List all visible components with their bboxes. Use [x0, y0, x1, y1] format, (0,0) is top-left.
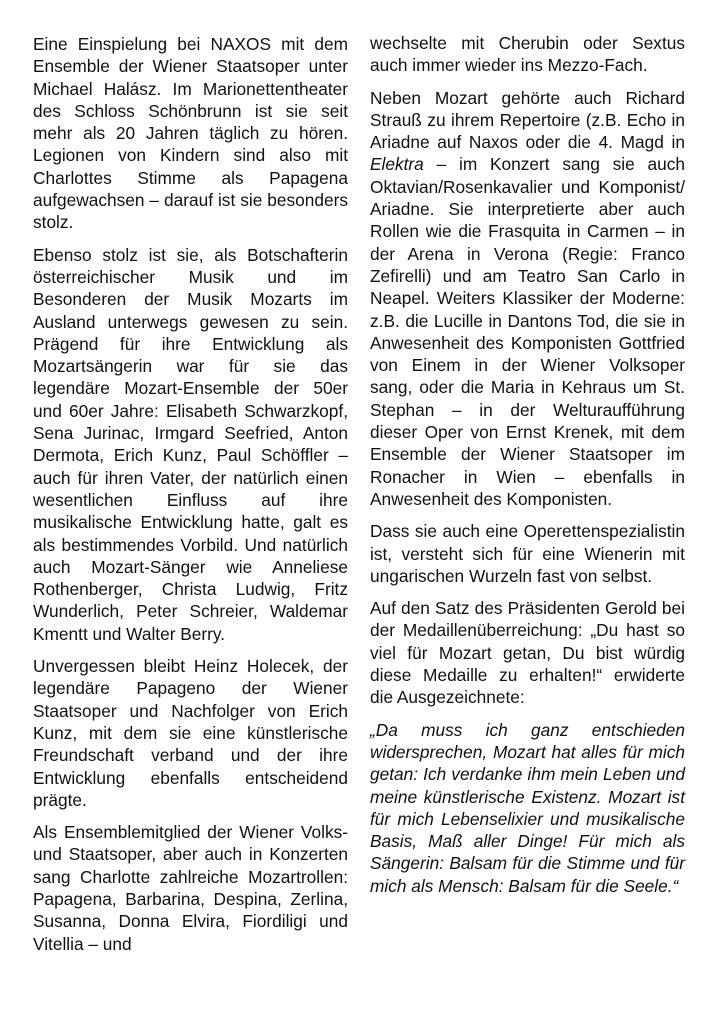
left-column — [33, 33, 348, 965]
paragraph-ensemble-member: Als Ensemblemitglied der Wiener Volks- und Staatsoper, aber auch in Konzerten sang Charlotte zahlreiche Mozartrollen: Papagena, Barbarina, Despina, Zerlina, Susanna, Donna Elvira, Fiordiligi und Vitellia – und — [33, 822, 348, 954]
opera-title-elektra: Elektra — [370, 154, 424, 175]
document-page — [33, 33, 685, 965]
paragraph-ambassador: Ebenso stolz ist sie, als Botschafterin österreichischer Musik und im Besonderen der Musik Mozarts im Ausland unterwegs gewesen zu sein. Prägend für ihre Entwicklung als Mozartsängerin war für sie das legendäre Mozart-Ensemble der 50er und 60er Jahre: Elisabeth Schwarzkopf, Sena Jurinac, Irmgard Seefried, Anton Dermota, Erich Kunz, Paul Schöffler – auch für ihren Vater, der natürlich einen wesentlichen Einfluss auf ihre musikalische Entwicklung hatte, galt es als bestimmendes Vorbild. Und natürlich auch Mozart-Sänger wie Anneliese Rothenberger, Christa Ludwig, Fritz Wunderlich, Peter Schreier, Waldemar Kmentt und Walter Berry. — [33, 244, 348, 644]
paragraph-strauss-repertoire — [370, 87, 685, 511]
paragraph-holecek: Unvergessen bleibt Heinz Holecek, der legendäre Papageno der Wiener Staatsoper und Nachfolger von Erich Kunz, mit dem sie eine künstlerische Freundschaft verband und der ihre Entwicklung ebenfalls entscheidend prägte. — [33, 656, 348, 810]
strauss-text-start: Neben Mozart gehörte auch Richard Strauß zu ihrem Repertoire (z.B. Echo in Ariadne auf Naxos oder die 4. Magd in — [370, 87, 685, 153]
paragraph-medal-ceremony: Auf den Satz des Präsidenten Gerold bei der Medaillenüberreichung: „Du hast so viel für Mozart getan, Du bist würdig diese Medaille zu erhalten!“ erwiderte die Ausgezeichnete: — [370, 598, 685, 708]
paragraph-operetta: Dass sie auch eine Operettenspezialistin ist, versteht sich für eine Wienerin mit ungarischen Wurzeln fast von selbst. — [370, 521, 685, 586]
strauss-text-end: – im Konzert sang sie auch Oktavian/Rosenkavalier und Komponist/ Ariadne. Sie interpretierte aber auch Rollen wie die Frasquita in Carmen – in der Arena in Verona (Regie: Franco Zefirelli) und am Teatro San Carlo in Neapel. Weiters Klassiker der Moderne: z.B. die Lucille in Dantons Tod, die sie in Anwesenheit des Komponisten Gottfried von Einem in der Wiener Volksoper sang, oder die Maria in Kehraus um St. Stephan – in der Welturaufführung dieser Oper von Ernst Krenek, mit dem Ensemble der Wiener Staatsoper im Ronacher in Wien – ebenfalls in Anwesenheit des Komponisten. — [370, 154, 685, 509]
quote-reply: „Da muss ich ganz entschieden widersprechen, Mozart hat alles für mich getan: Ich verdanke ihm mein Leben und meine künstlerische Existenz. Mozart ist für mich Lebenselixier und musikalische Basis, Maß aller Dinge! Für mich als Sängerin: Balsam für die Stimme und für mich als Mensch: Balsam für die Seele.“ — [370, 719, 685, 896]
right-column — [370, 32, 685, 965]
paragraph-naxos-recording: Eine Einspielung bei NAXOS mit dem Ensemble der Wiener Staatsoper unter Michael Halász. Im Marionettentheater des Schloss Schönbrunn ist sie seit mehr als 20 Jahren täglich zu hören. Legionen von Kindern sind also mit Charlottes Stimme als Papagena aufgewachsen – darauf ist sie besonders stolz. — [33, 34, 348, 233]
paragraph-mezzo-fach: wechselte mit Cherubin oder Sextus auch immer wieder ins Mezzo-Fach. — [370, 33, 685, 76]
